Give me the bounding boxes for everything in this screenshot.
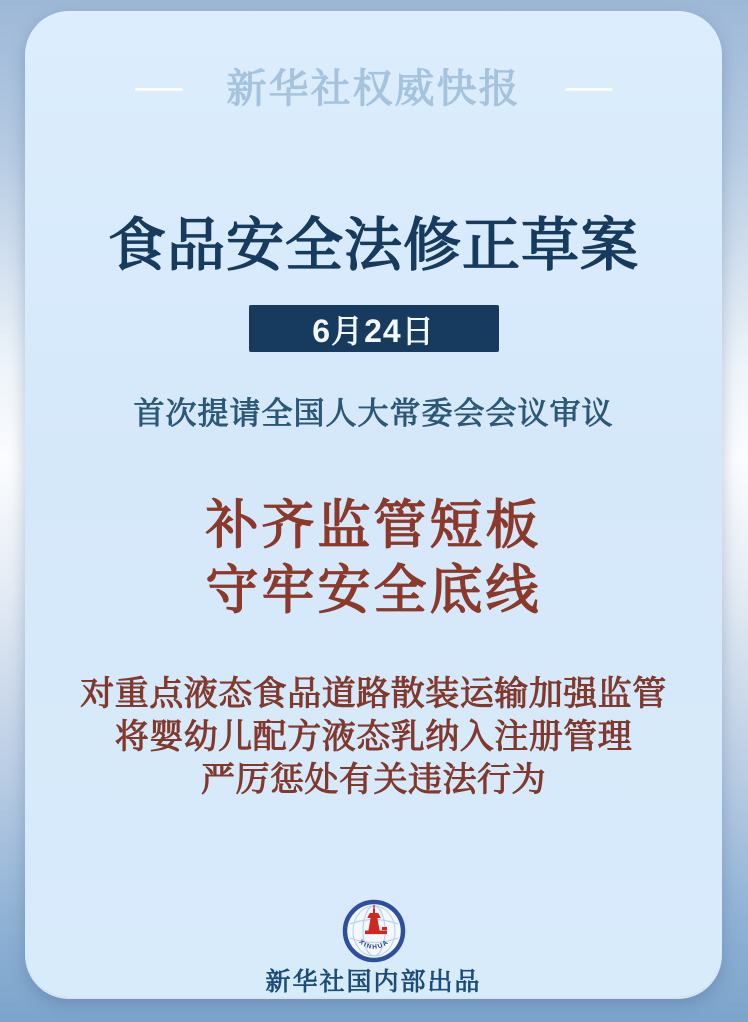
detail-line: 将婴幼儿配方液态乳纳入注册管理 (114, 719, 633, 756)
detail-block (25, 673, 722, 802)
highlight-line: 守牢安全底线 (205, 561, 542, 620)
detail-line: 严厉惩处有关违法行为 (201, 762, 546, 799)
date-badge: 6月24日 (249, 305, 499, 352)
kicker-dash-left (135, 88, 183, 91)
logo-ring-text: XINHUA (356, 938, 391, 951)
highlight-line: 补齐监管短板 (205, 496, 542, 555)
kicker-dash-right (565, 88, 613, 91)
date-badge-row (25, 305, 722, 352)
poster-card (25, 11, 722, 997)
xinhua-emblem-icon (342, 899, 406, 963)
footer-credit: 新华社国内部出品 (265, 968, 482, 996)
main-title: 食品安全法修正草案 (107, 213, 639, 278)
detail-line: 对重点液态食品道路散装运输加强监管 (80, 676, 667, 713)
highlight-block (25, 493, 722, 623)
kicker-row (25, 67, 722, 111)
logo-wrap (25, 899, 722, 963)
kicker-label: 新华社权威快报 (226, 67, 521, 111)
subtitle: 首次提请全国人大常委会会议审议 (133, 396, 614, 431)
